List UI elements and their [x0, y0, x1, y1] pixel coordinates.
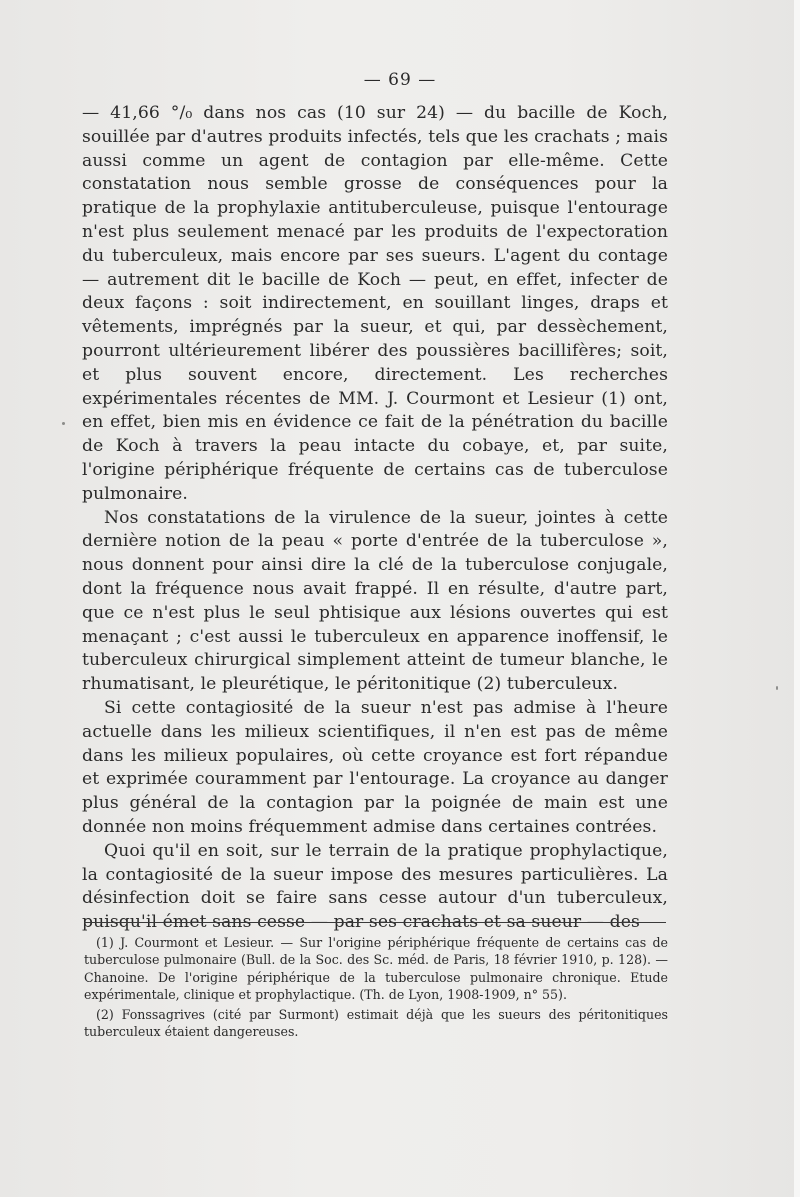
paragraph: Nos constatations de la virulence de la sueur, jointes à cette dernière notion de la peau « porte d'entrée de la tuberculose », nous donnent pour ainsi dire la clé de la tuberculose conjugale, dont la fréquence nous avait frappé. Il en résulte, d'autre part, que ce n'est plus le seul phtisique aux lésions ouvertes qui est menaçant ; c'est aussi le tuberculeux en apparence inoffensif, le tuberculeux chirurgical simplement atteint de tumeur blanche, le rhumatisant, le pleurétique, le péritonitique (2) tuberculeux.: [82, 507, 668, 695]
paper-speck: [776, 686, 778, 690]
page-number: — 69 —: [363, 70, 437, 90]
footnote: (2) Fonssagrives (cité par Surmont) estimait déjà que les sueurs des péritonitiques tuberculeux étaient dangereuses.: [84, 1006, 668, 1040]
paragraph: — 41,66 °/₀ dans nos cas (10 sur 24) — du bacille de Koch, souillée par d'autres produits infectés, tels que les crachats ; mais aussi comme un agent de contagion par elle-même. Cette constatation nous semble grosse de conséquences pour la pratique de la prophylaxie antituberculeuse, puisque l'entourage n'est plus seulement menacé par les produits de l'expectoration du tuberculeux, mais encore par ses sueurs. L'agent du contage — autrement dit le bacille de Koch — peut, en effet, infecter de deux façons : soit indirectement, en souillant linges, draps et vêtements, imprégnés par la sueur, et qui, par dessèchement, pourront ultérieurement libérer des poussières bacillifères; soit, et plus souvent encore, directement. Les recherches expérimentales récentes de MM. J. Courmont et Lesieur (1) ont, en effet, bien mis en évidence ce fait de la pénétration du bacille de Koch à travers la peau intacte du cobaye, et, par suite, l'origine périphérique fréquente de certains cas de tuberculose pulmonaire.: [82, 103, 668, 504]
paragraph: Si cette contagiosité de la sueur n'est pas admise à l'heure actuelle dans les milieux scientifiques, il n'en est pas de même dans les milieux populaires, où cette croyance est fort répandue et exprimée couramment par l'entourage. La croyance au danger plus général de la contagion par la poignée de main est une donnée non moins fréquemment admise dans certaines contrées.: [82, 697, 668, 837]
page-edge: [794, 0, 800, 1197]
body-text: [82, 102, 668, 935]
footnote: (1) J. Courmont et Lesieur. — Sur l'origine périphérique fréquente de certains cas de tuberculose pulmonaire (Bull. de la Soc. des Sc. méd. de Paris, 18 février 1910, p. 128). — Chanoine. De l'origine périphérique de la tuberculose pulmonaire chronique. Etude expérimentale, clinique et prophylactique. (Th. de Lyon, 1908-1909, n° 55).: [84, 935, 668, 1003]
paper-speck: [62, 422, 65, 425]
footnote-divider: [84, 922, 666, 923]
footnotes: [84, 934, 668, 1042]
paragraph: Quoi qu'il en soit, sur le terrain de la pratique prophylactique, la contagiosité de la sueur impose des mesures particulières. La désinfection doit se faire sans cesse autour d'un tuberculeux, puisqu'il émet sans cesse — par ses crachats et sa sueur — des: [82, 840, 668, 933]
